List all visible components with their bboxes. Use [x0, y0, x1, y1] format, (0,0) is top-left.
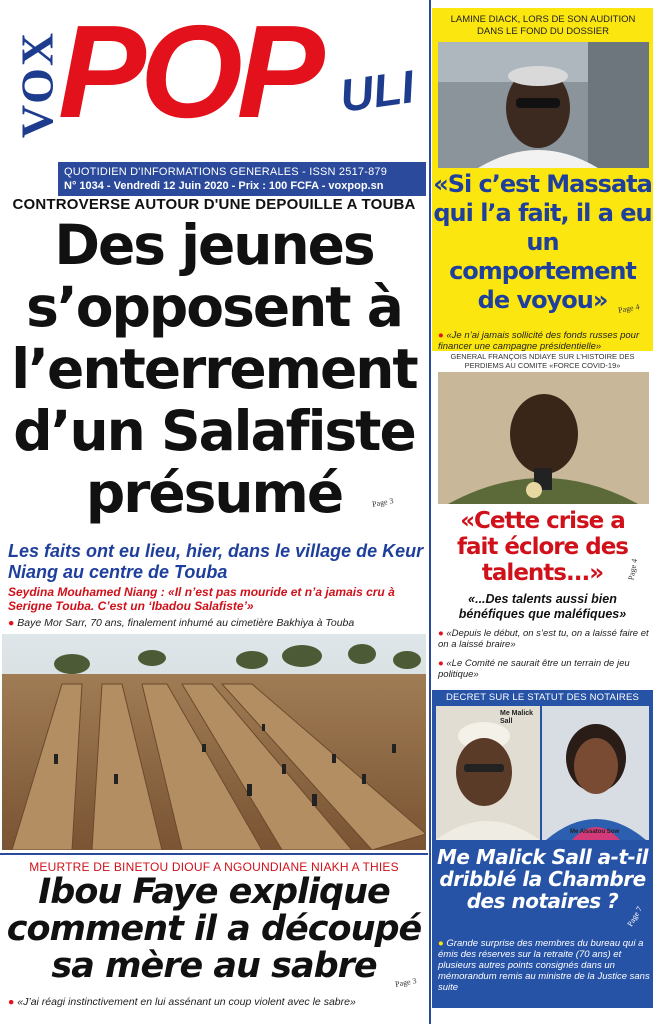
lead-page-ref: Page 3	[371, 496, 395, 509]
general-subquote-line: bénéfiques que maléfiques»	[458, 607, 627, 621]
column-divider	[429, 0, 431, 1024]
notaires-quote-line: dribblé la Chambre	[439, 867, 646, 891]
lead-kicker: CONTROVERSE AUTOUR D'UNE DEPOUILLE A TOUBA	[12, 196, 416, 213]
lead-headline-line: Des jeunes	[54, 213, 374, 277]
bullet-dot-icon: ●	[438, 938, 444, 949]
general-bullet-text: «Depuis le début, on s’est tu, on a laissé faire et on a laissé braire»	[438, 628, 649, 650]
sow-photo[interactable]	[542, 706, 649, 840]
diack-quote-line: «Si c’est Massata	[433, 170, 652, 198]
portrait-illustration	[542, 706, 649, 840]
second-headline[interactable]	[0, 874, 428, 985]
portrait-illustration	[438, 42, 649, 168]
logo-pop: POP	[58, 0, 319, 145]
lead-quote: Seydina Mouhamed Niang : «Il n’est pas mouride et n’a jamais cru à Serigne Touba. C’est un ‘Ibadou Salafiste’»	[8, 585, 395, 613]
notaires-quote-line: des notaires ?	[466, 889, 619, 913]
bullet-dot-icon: ●	[438, 628, 444, 639]
general-quote-line: talents...»	[481, 560, 604, 586]
bullet-dot-icon: ●	[438, 330, 444, 341]
lead-headline-line: d’un Salafiste	[13, 399, 415, 463]
logo-uli: ULI	[336, 60, 418, 122]
bullet-dot-icon: ●	[8, 617, 15, 629]
general-quote	[432, 508, 653, 586]
second-bullet	[8, 996, 428, 1008]
second-headline-line: sa mère au sabre	[51, 946, 377, 986]
general-photo[interactable]	[438, 372, 649, 504]
diack-caption: LAMINE DIACK, LORS DE SON AUDITION DANS LE FOND DU DOSSIER	[450, 14, 636, 37]
notaires-quote-line: Me Malick Sall a-t-il	[436, 845, 649, 869]
general-caption: GENERAL FRANÇOIS NDIAYE SUR L’HISTOIRE DES PERDIEMS AU COMITE «FORCE COVID-19»	[450, 352, 635, 370]
notaires-bullet-text: Grande surprise des membres du bureau qui a émis des réserves sur la retraite (70 ans) et plusieurs autres points consignés dans un mémorandum remis au ministre de la Justice sans suite	[438, 938, 650, 993]
general-subquote-line: «...Des talents aussi bien	[468, 592, 617, 606]
masthead-tagbar	[58, 162, 426, 196]
issue-line: N° 1034 - Vendredi 12 Juin 2020 - Prix : 100 FCFA - voxpop.sn	[64, 180, 384, 192]
diack-box[interactable]	[432, 8, 653, 351]
diack-bullet	[438, 330, 650, 352]
general-bullet	[438, 628, 650, 650]
diack-quote-line: de voyou»	[477, 286, 608, 314]
lead-subhead: Les faits ont eu lieu, hier, dans le village de Keur Niang au centre de Touba	[8, 541, 424, 582]
diack-quote-line: qui l’a fait, il a eu	[433, 199, 652, 227]
second-headline-line: Ibou Faye explique	[38, 872, 390, 912]
diack-quote-line: un comportement	[449, 228, 636, 285]
bullet-dot-icon: ●	[8, 996, 15, 1008]
lead-headline[interactable]	[0, 214, 428, 524]
diack-quote	[432, 170, 653, 315]
general-page-ref: Page 4	[626, 558, 640, 581]
right-column	[432, 0, 657, 1024]
notaires-bullet	[438, 938, 650, 993]
portrait-illustration	[436, 706, 540, 840]
general-bullet	[438, 658, 650, 680]
logo-vox: VOX	[11, 30, 63, 139]
notaires-page-ref: Page 7	[625, 904, 645, 929]
bullet-dot-icon: ●	[438, 658, 444, 669]
general-quote-line: fait éclore des	[456, 534, 629, 560]
general-quote-line: «Cette crise a	[460, 508, 625, 534]
notaires-caption: DECRET SUR LE STATUT DES NOTAIRES	[445, 692, 640, 703]
sall-name-tag: Me Malick Sall	[500, 710, 534, 725]
lead-headline-line: s’opposent à	[26, 275, 402, 339]
lead-bullet	[8, 617, 428, 629]
general-bullet-text: «Le Comité ne saurait être un terrain de jeu politique»	[438, 658, 630, 680]
diack-page-ref: Page 4	[617, 302, 641, 315]
cemetery-illustration	[2, 634, 426, 850]
portrait-illustration	[438, 372, 649, 504]
masthead	[0, 0, 428, 162]
lead-headline-line: présumé	[85, 461, 343, 525]
sow-name-tag: Me Aissatou Sow	[570, 829, 620, 835]
section-divider	[0, 853, 428, 855]
diack-photo[interactable]	[438, 42, 649, 168]
second-bullet-text: «J’ai réagi instinctivement en lui assénant un coup violent avec le sabre»	[17, 996, 356, 1008]
sall-photo[interactable]	[436, 706, 540, 840]
notaires-box[interactable]	[432, 690, 653, 1008]
second-headline-line: comment il a découpé	[6, 909, 422, 949]
second-page-ref: Page 3	[394, 976, 418, 989]
diack-bullet-text: «Je n’ai jamais sollicité des fonds russes pour financer une campagne présidentielle»	[438, 330, 640, 352]
general-subquote	[432, 592, 653, 622]
second-kicker: MEURTRE DE BINETOU DIOUF A NGOUNDIANE NIAKH A THIES	[29, 860, 399, 874]
tagline: QUOTIDIEN D'INFORMATIONS GENERALES - ISSN 2517-879	[64, 166, 388, 178]
lead-bullet-text: Baye Mor Sarr, 70 ans, finalement inhumé au cimetière Bakhiya à Touba	[17, 617, 355, 629]
lead-headline-line: l’enterrement	[11, 337, 417, 401]
notaires-quote	[432, 846, 653, 912]
cemetery-photo[interactable]	[2, 634, 426, 850]
